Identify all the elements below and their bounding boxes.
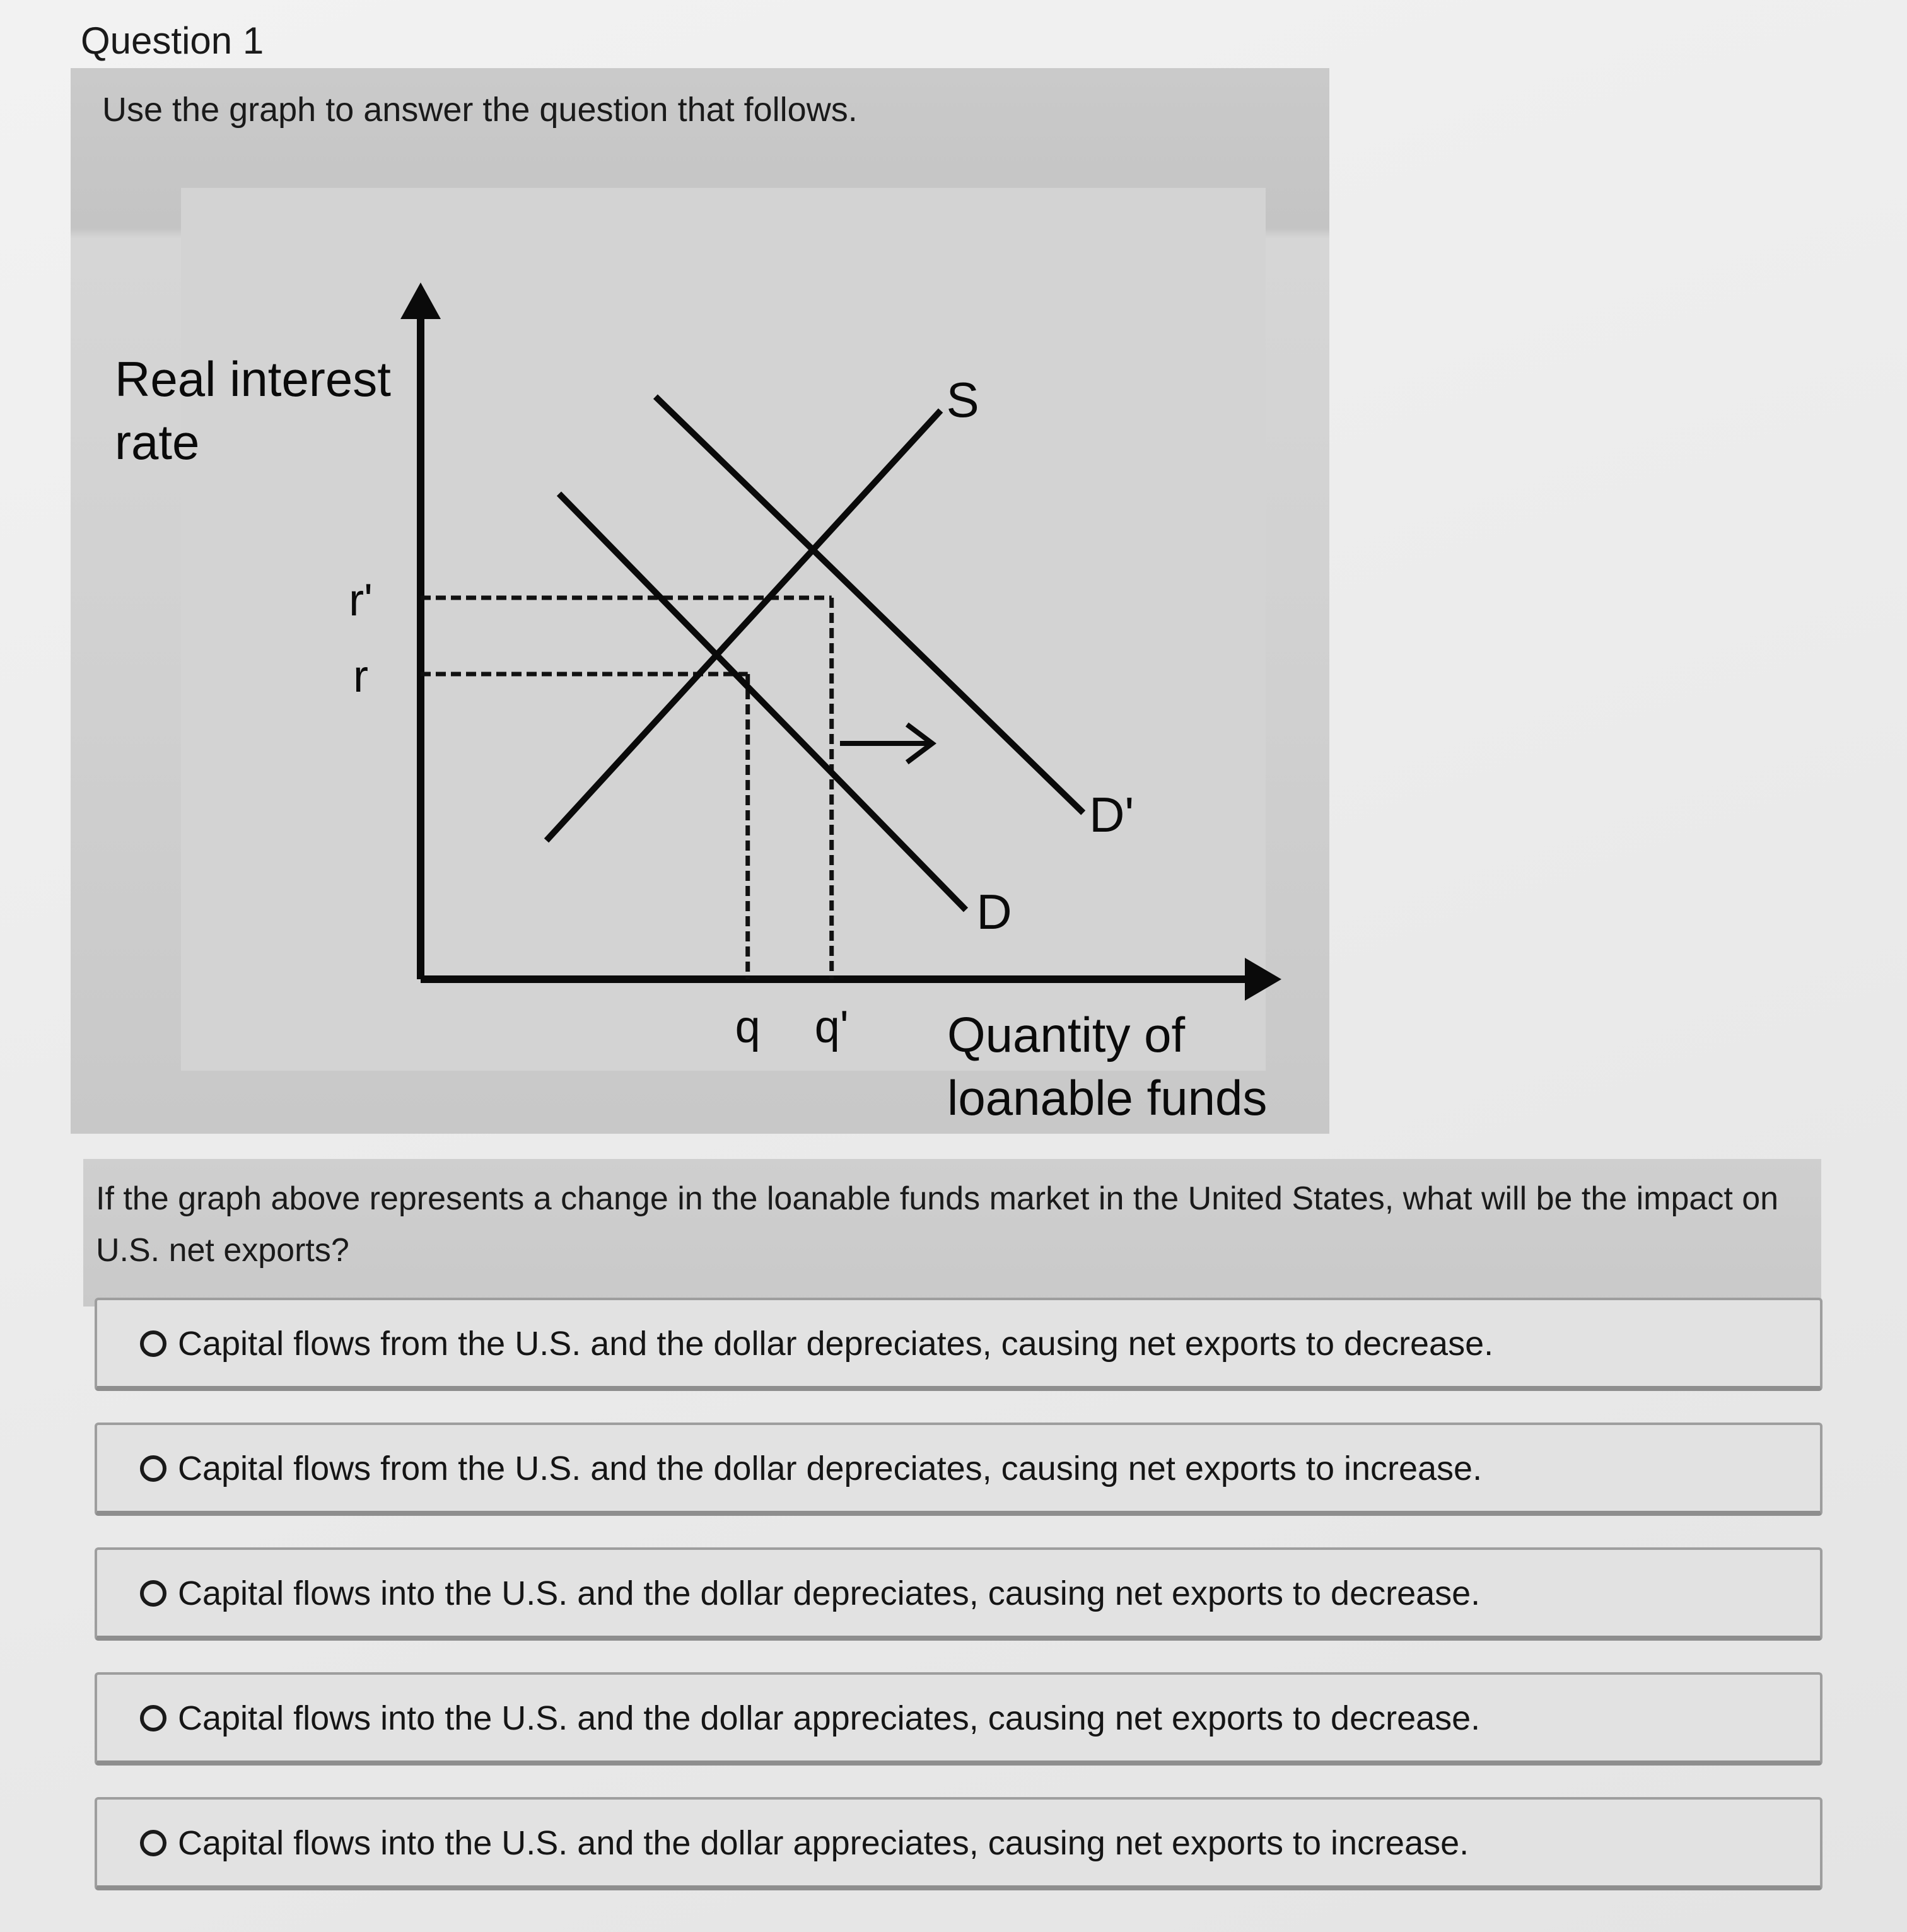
answer-option-label: Capital flows into the U.S. and the dollar depreciates, causing net exports to decrease. <box>178 1574 1481 1612</box>
x-axis-label: loanable funds <box>947 1070 1268 1126</box>
radio-button-icon[interactable] <box>140 1330 166 1357</box>
rate-tick-label: r' <box>349 575 373 626</box>
graph-panel <box>71 68 1329 1134</box>
radio-button-icon[interactable] <box>140 1830 166 1856</box>
answer-option-label: Capital flows into the U.S. and the dollar appreciates, causing net exports to increase. <box>178 1824 1469 1862</box>
answer-option-label: Capital flows from the U.S. and the dollar depreciates, causing net exports to increase. <box>178 1450 1483 1487</box>
graph-area-background <box>181 188 1266 1071</box>
quantity-tick-label: q <box>735 1002 761 1052</box>
y-axis-label: rate <box>115 414 200 470</box>
radio-button-icon[interactable] <box>140 1705 166 1731</box>
instruction-text: Use the graph to answer the question that follows. <box>102 91 858 129</box>
answer-option-4[interactable] <box>95 1672 1822 1766</box>
loanable-funds-graph <box>71 68 1329 1134</box>
curve-label: D' <box>1089 787 1134 842</box>
answer-option-3[interactable] <box>95 1547 1822 1641</box>
curve-label: S <box>946 372 979 428</box>
answer-option-2[interactable] <box>95 1423 1822 1516</box>
question-title: Question 1 <box>81 20 264 62</box>
quantity-tick-label: q' <box>814 1002 849 1052</box>
answer-option-5[interactable] <box>95 1797 1822 1890</box>
answer-option-label: Capital flows into the U.S. and the dollar appreciates, causing net exports to decrease. <box>178 1699 1481 1737</box>
x-axis-label: Quantity of <box>947 1007 1186 1062</box>
curve-label: D <box>976 884 1012 940</box>
question-prompt-panel <box>83 1159 1821 1306</box>
radio-button-icon[interactable] <box>140 1580 166 1607</box>
y-axis-label: Real interest <box>115 351 391 407</box>
answer-option-label: Capital flows from the U.S. and the dollar depreciates, causing net exports to decrease. <box>178 1325 1494 1363</box>
question-prompt-text: If the graph above represents a change in the loanable funds market in the United States, what will be the impact on U.S. net exports? <box>96 1180 1779 1269</box>
radio-button-icon[interactable] <box>140 1455 166 1482</box>
rate-tick-label: r <box>353 651 368 702</box>
answer-option-1[interactable] <box>95 1298 1822 1391</box>
